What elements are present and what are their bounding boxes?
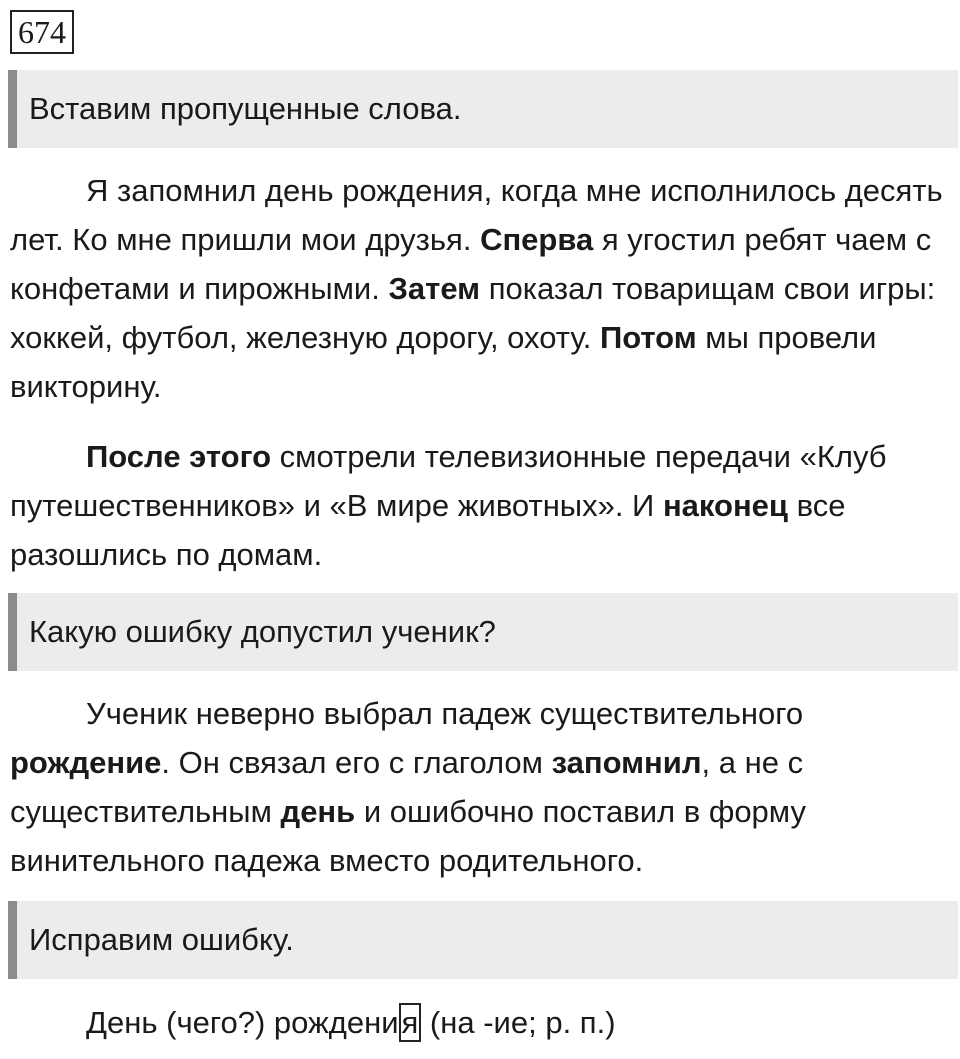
text: я угостил ребят чаем с конфетами и пирожными. — [10, 222, 932, 306]
text: , а не с существительным — [10, 745, 804, 829]
section-heading-insert-words: Вставим пропущенные слова. — [8, 70, 958, 148]
bold-word-zapomnil: запомнил — [551, 745, 702, 780]
answer-text-after: (на -ие; р. п.) — [421, 1005, 616, 1040]
bold-word-posle-etogo: После этого — [86, 439, 272, 474]
text: . Он связал его с глаголом — [161, 745, 552, 780]
bold-word-zatem: Затем — [388, 271, 481, 306]
section-heading-error: Какую ошибку допустил ученик? — [8, 593, 958, 671]
bold-word-potom: Потом — [599, 320, 697, 355]
text: и ошибочно поставил в форму винительного падежа вместо родительного. — [10, 794, 806, 878]
answer-text-before: День (чего?) рождени — [86, 1005, 399, 1040]
boxed-ending-letter: я — [399, 1003, 422, 1042]
text: показал товарищам свои игры: хоккей, футбол, железную дорогу, охоту. — [10, 271, 936, 355]
text: Я запомнил день рождения, когда мне исполнилось десять лет. Ко мне пришли мои друзья. — [10, 173, 943, 257]
text: Ученик неверно выбрал падеж существительного — [86, 696, 804, 731]
section-heading-fix: Исправим ошибку. — [8, 901, 958, 979]
exercise-number: 674 — [10, 10, 74, 54]
paragraph-story-1 — [10, 166, 950, 411]
bold-word-rozhdenie: рождение — [10, 745, 162, 780]
answer-line — [86, 998, 616, 1047]
paragraph-error-explanation — [10, 689, 950, 885]
text: все разошлись по домам. — [10, 488, 846, 572]
bold-word-sperva: Сперва — [480, 222, 594, 257]
text: мы провели викторину. — [10, 320, 877, 404]
bold-word-nakonec: наконец — [662, 488, 788, 523]
paragraph-story-2 — [10, 432, 950, 579]
text: смотрели телевизионные передачи «Клуб путешественников» и «В мире животных». И — [10, 439, 887, 523]
bold-word-den: день — [280, 794, 356, 829]
